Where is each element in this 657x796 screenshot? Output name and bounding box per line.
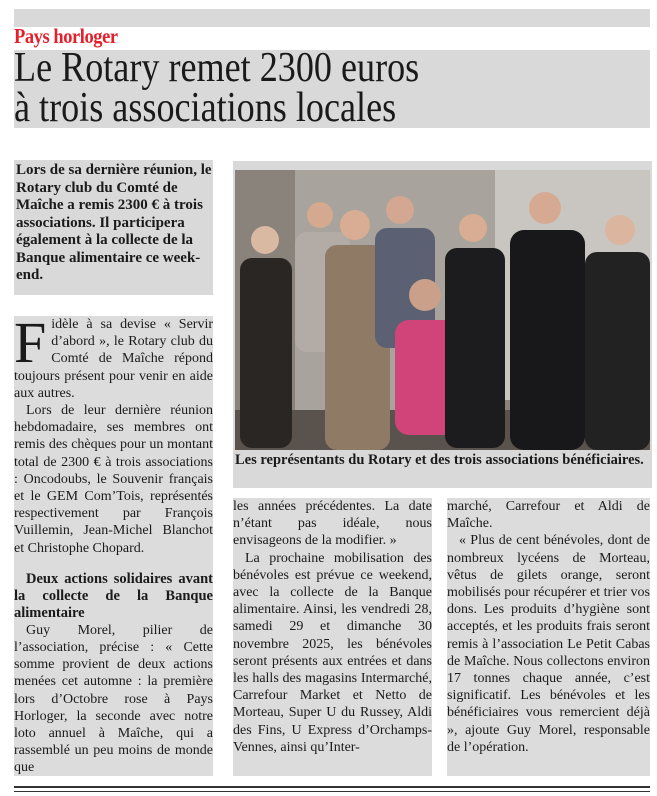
bottom-rule <box>14 786 650 788</box>
drop-cap: F <box>14 310 47 375</box>
paragraph-3: Guy Morel, pilier de l’association, précise : « Cette somme provient de deux actions menées cet automne : la première lors d’Octobre rose à Pays Horloger, la seconde avec notre loto annuel à Maîche, qui a rassemblé un peu moins de monde que <box>14 622 213 776</box>
column-3 <box>447 498 650 776</box>
paragraph-1: Fidèle à sa devise « Servir d’abord », le Rotary club du Comté de Maîche répond toujours présent pour venir en aide aux autres. <box>14 310 213 401</box>
column-2 <box>233 498 432 776</box>
section-label: Pays horloger <box>14 24 118 48</box>
bottom-rule-thin <box>14 791 650 792</box>
paragraph-3-continued: les années précédentes. La date n’étant pas idéale, nous envisageons de la modifier. » <box>233 499 432 549</box>
column-1 <box>14 310 213 776</box>
subheading: Deux actions solidaires avant la collecte de la Banque alimentaire <box>14 570 213 621</box>
photo-illustration <box>235 170 650 450</box>
photo-caption: Les représentants du Rotary et des trois associations bénéficiaires. <box>235 452 644 468</box>
headline-line-1: Le Rotary remet 2300 euros <box>14 45 420 91</box>
paragraph-4: La prochaine mobilisation des bénévoles est prévue ce weekend, avec la collecte de la Banque alimentaire. Ainsi, les vendredi 28, samedi 29 et dimanche 30 novembre 2025, les bénévoles seront présents aux entrées et dans les halls des magasins Intermarché, Carrefour Market et Netto de Morteau, Super U du Russey, Aldi des Fins, U Express d’Orchamps-Vennes, ainsi qu’Inter- <box>233 550 432 755</box>
headline <box>14 45 420 131</box>
paragraph-5: « Plus de cent bénévoles, dont de nombreux lycéens de Morteau, vêtus de gilets orange, seront mobilisés pour récupérer et trier vos dons. Les produits d’hygiène sont acceptés, et les produits frais seront remis à l’association Le Petit Cabas de Maîche. Nous collectons environ 17 tonnes chaque année, c’est significatif. Les bénévoles et les bénéficiaires vous remercient déjà », ajoute Guy Morel, responsable de l’opération. <box>447 533 650 755</box>
group-photo <box>235 170 650 450</box>
paragraph-2: Lors de leur dernière réunion hebdomadaire, ses membres ont remis des chèques pour un montant total de 2300 € à trois associations : Oncodoubs, le Souvenir français et le GEM Com’Tois, représentés respectivement par François Vuillemin, Jean-Michel Blanchot et Christophe Chopard. <box>14 403 213 556</box>
paragraph-4-continued: marché, Carrefour et Aldi de Maîche. <box>447 499 650 532</box>
lead-paragraph: Lors de sa dernière réunion, le Rotary club du Comté de Maîche a remis 2300 € à trois associations. Il participera également à la collecte de la Banque alimentaire ce week-end. <box>14 160 213 295</box>
headline-line-2: à trois associations locales <box>14 85 397 131</box>
